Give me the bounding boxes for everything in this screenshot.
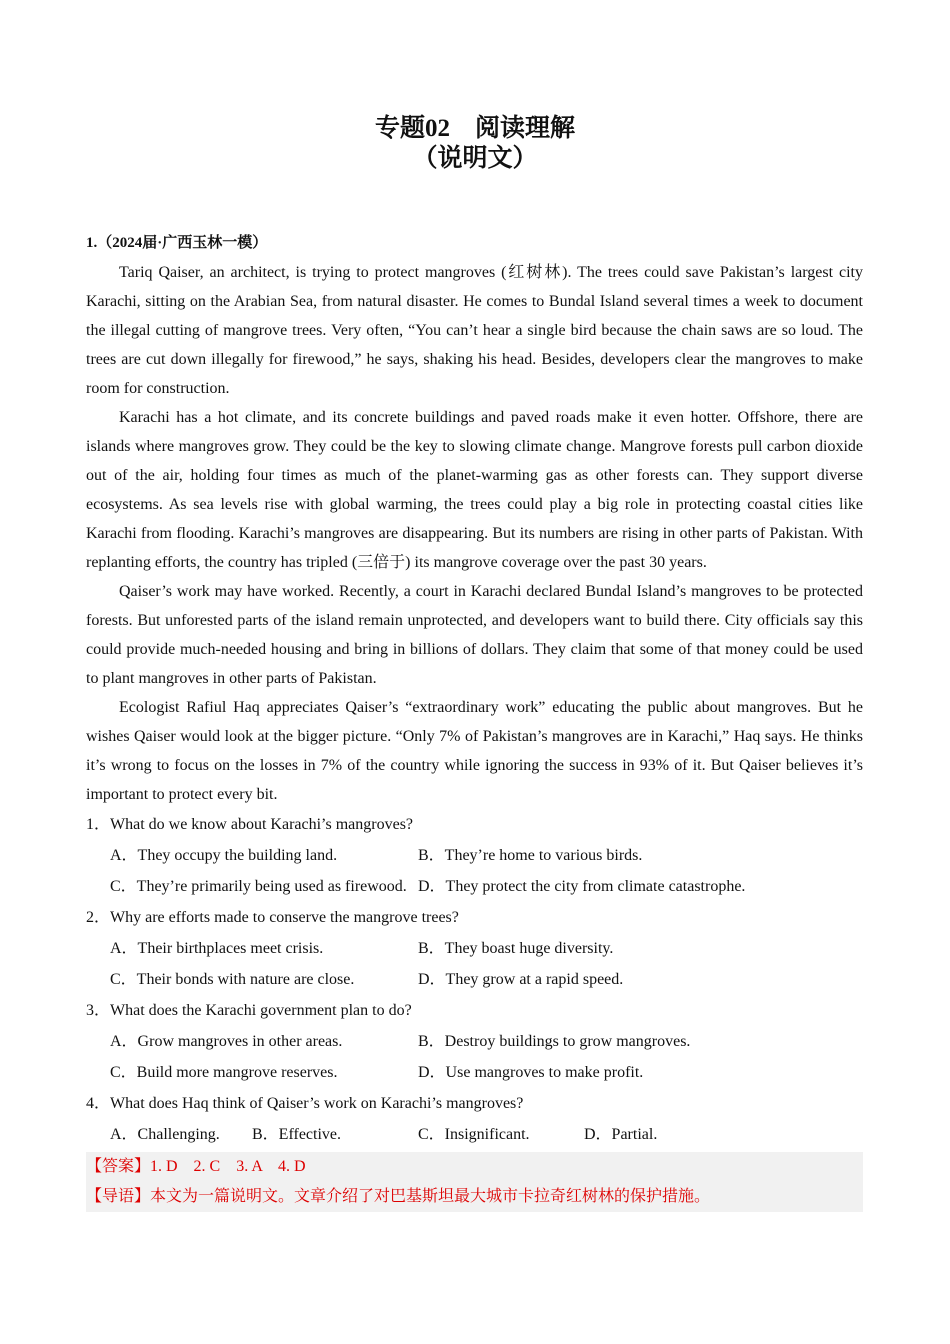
- options-row: [86, 964, 863, 995]
- options-row: [86, 871, 863, 902]
- option-c: C．Build more mangrove reserves.: [110, 1064, 338, 1081]
- question-4: 4．What does Haq think of Qaiser’s work on Karachi’s mangroves?: [86, 1095, 524, 1112]
- option-a: A．Challenging.: [110, 1126, 220, 1143]
- paragraph: Tariq Qaiser, an architect, is trying to protect mangroves (红树林). The trees could save Pakistan’s largest city Karachi, sitting on the Arabian Sea, from natural disaster. He comes to Bundal Island several times a week to document the illegal cutting of mangrove trees. Very often, “You can’t hear a single bird because the chain saws are so loud. The trees are cut down illegally for firewood,” he says, shaking his head. Besides, developers clear the mangroves to make room for construction.: [86, 264, 863, 397]
- answer-block: [86, 1152, 863, 1212]
- paragraph: Karachi has a hot climate, and its concrete buildings and paved roads make it even hotter. Offshore, there are islands where mangroves grow. They could be the key to slowing climate change. Mangrove forests pull carbon dioxide out of the air, holding four times as much of the planet-warming gas as other forests can. They support diverse ecosystems. As sea levels rise with global warming, the trees could play a big role in protecting coastal cities like Karachi from flooding. Karachi’s mangroves are disappearing. But its numbers are rising in other parts of Pakistan. With replanting efforts, the country has tripled (三倍于) its mangrove coverage over the past 30 years.: [86, 409, 863, 571]
- question-3: 3．What does the Karachi government plan to do?: [86, 1002, 412, 1019]
- title-line-1: 专题02 阅读理解: [374, 115, 575, 142]
- title-line-2: （说明文）: [412, 145, 538, 172]
- question-source: 1.（2024届·广西玉林一模）: [86, 235, 268, 251]
- options-row: [86, 1026, 863, 1057]
- page-title: [0, 114, 950, 174]
- option-b: B．They boast huge diversity.: [418, 940, 614, 957]
- options-row: [86, 840, 863, 871]
- option-d: D．They grow at a rapid speed.: [418, 971, 624, 988]
- passage: [86, 258, 863, 1212]
- option-b: B．Effective.: [252, 1126, 342, 1143]
- guide-text: 【导语】本文为一篇说明文。文章介绍了对巴基斯坦最大城市卡拉奇红树林的保护措施。: [86, 1188, 711, 1205]
- option-d: D．They protect the city from climate catastrophe.: [418, 878, 746, 895]
- options-row: [86, 933, 863, 964]
- options-row: [86, 1057, 863, 1088]
- option-d: D．Partial.: [584, 1126, 658, 1143]
- option-b: B．Destroy buildings to grow mangroves.: [418, 1033, 691, 1050]
- option-c: C．Their bonds with nature are close.: [110, 971, 355, 988]
- option-b: B．They’re home to various birds.: [418, 847, 643, 864]
- option-a: A．Their birthplaces meet crisis.: [110, 940, 324, 957]
- answer-key: 【答案】1. D 2. C 3. A 4. D: [86, 1158, 306, 1175]
- paragraph: Qaiser’s work may have worked. Recently, a court in Karachi declared Bundal Island’s mangroves to be protected forests. But unforested parts of the island remain unprotected, and developers want to build there. City officials say this could provide much-needed housing and bring in billions of dollars. They claim that some of that money could be used to plant mangroves in other parts of Pakistan.: [86, 583, 863, 687]
- option-d: D．Use mangroves to make profit.: [418, 1064, 644, 1081]
- option-c: C．Insignificant.: [418, 1126, 530, 1143]
- paragraph: Ecologist Rafiul Haq appreciates Qaiser’s “extraordinary work” educating the public about mangroves. But he wishes Qaiser would look at the bigger picture. “Only 7% of Pakistan’s mangroves are in Karachi,” Haq says. He thinks it’s wrong to focus on the losses in 7% of the country while ignoring the success in 93% of it. But Qaiser believes it’s important to protect every bit.: [86, 699, 863, 803]
- option-a: A．Grow mangroves in other areas.: [110, 1033, 343, 1050]
- question-1: 1．What do we know about Karachi’s mangroves?: [86, 816, 414, 833]
- question-2: 2．Why are efforts made to conserve the mangrove trees?: [86, 909, 459, 926]
- option-a: A．They occupy the building land.: [110, 847, 338, 864]
- option-c: C．They’re primarily being used as firewood.: [110, 878, 407, 895]
- options-row: [86, 1119, 863, 1150]
